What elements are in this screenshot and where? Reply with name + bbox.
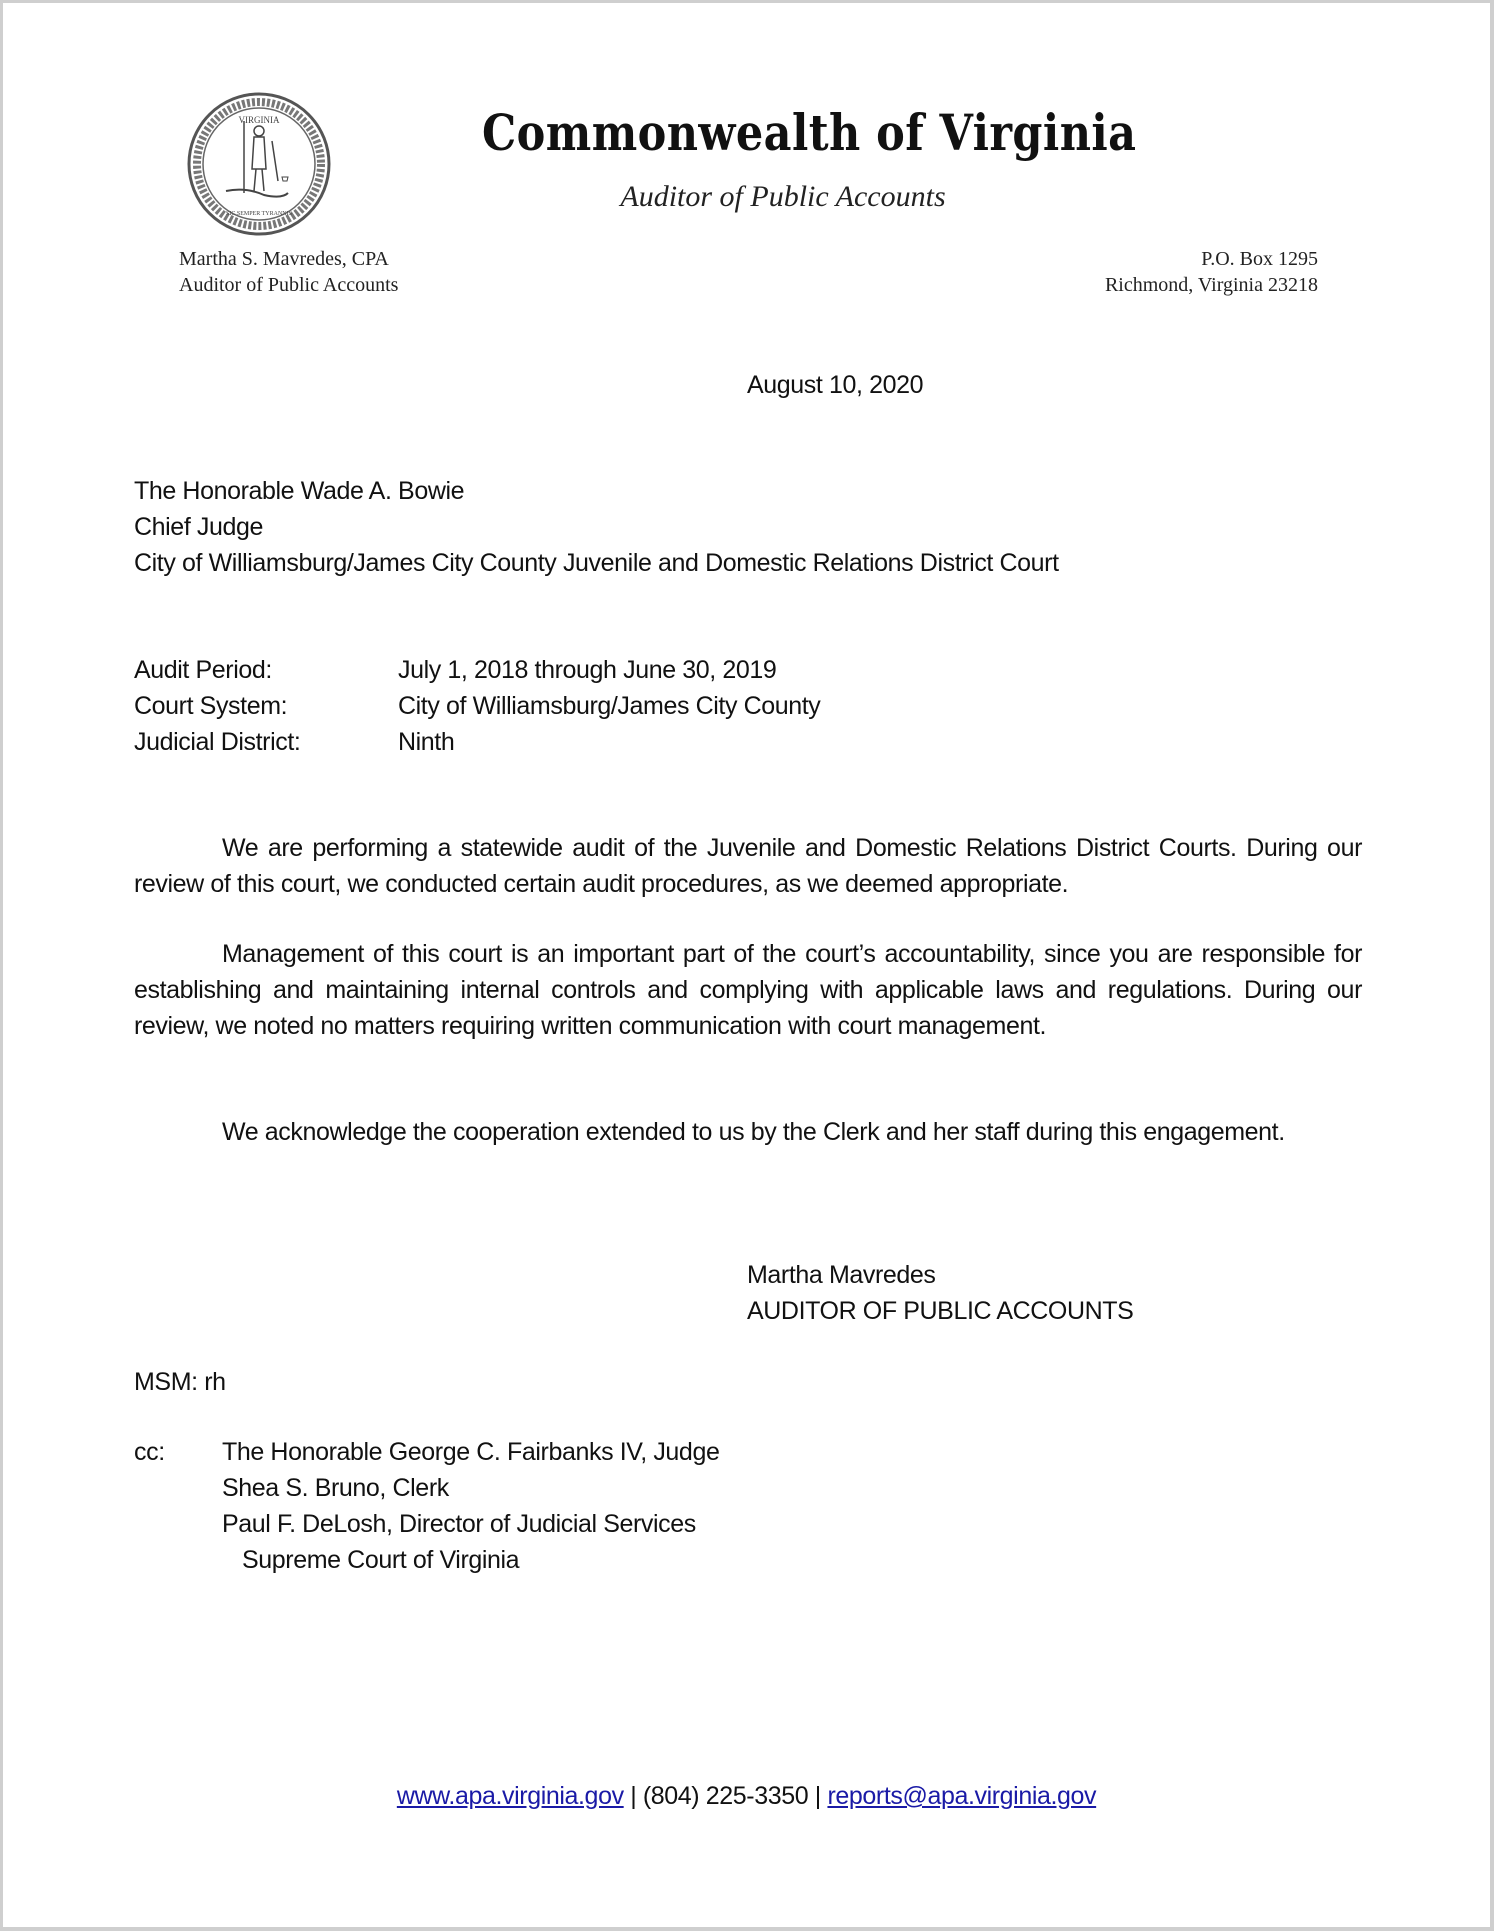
court-system-label: Court System: <box>134 692 288 720</box>
letterhead-title: Commonwealth of Virginia <box>482 103 1137 162</box>
sender-name: Martha S. Mavredes, CPA <box>179 248 389 270</box>
audit-period-row <box>134 652 820 688</box>
footer <box>3 1778 1490 1814</box>
paragraph-text: We acknowledge the cooperation extended to us by the Clerk and her staff during this engagement. <box>222 1118 1285 1146</box>
footer-separator: | <box>630 1782 637 1810</box>
paragraph <box>134 830 1362 902</box>
judicial-district-row <box>134 724 820 760</box>
letter-date: August 10, 2020 <box>747 371 924 399</box>
addressee-name: The Honorable Wade A. Bowie <box>134 477 465 505</box>
paragraph-text: We are performing a statewide audit of the Juvenile and Domestic Relations District Courts. During our review of this court, we conducted certain audit procedures, as we deemed appropriate. <box>134 834 1362 898</box>
judicial-district-value: Ninth <box>398 728 455 756</box>
cc-label: cc: <box>134 1438 165 1466</box>
cc-block <box>134 1434 719 1578</box>
paragraph <box>134 1114 1362 1150</box>
audit-period-value: July 1, 2018 through June 30, 2019 <box>398 656 777 684</box>
audit-period-label: Audit Period: <box>134 656 272 684</box>
reference-initials: MSM: rh <box>134 1368 226 1396</box>
addressee-title: Chief Judge <box>134 513 264 541</box>
signature-block <box>747 1257 1133 1329</box>
cc-recipient: Shea S. Bruno, Clerk <box>222 1474 449 1502</box>
sender-block <box>179 246 398 298</box>
judicial-district-label: Judicial District: <box>134 728 301 756</box>
address-line-2: Richmond, Virginia 23218 <box>1104 274 1318 296</box>
letter-page <box>3 3 1490 1927</box>
addressee-block <box>134 473 1059 581</box>
seal-label: VIRGINIA <box>238 115 280 125</box>
mailing-address <box>1105 246 1318 298</box>
seal-motto: SIC SEMPER TYRANNIS <box>226 211 292 217</box>
court-system-row <box>134 688 820 724</box>
signature-name: Martha Mavredes <box>747 1261 936 1289</box>
addressee-court: City of Williamsburg/James City County Juvenile and Domestic Relations District Court <box>134 549 1059 577</box>
cc-recipient: The Honorable George C. Fairbanks IV, Judge <box>222 1438 720 1466</box>
cc-recipient: Paul F. DeLosh, Director of Judicial Services <box>222 1510 696 1538</box>
letterhead-subtitle: Auditor of Public Accounts <box>620 180 946 213</box>
cc-recipient-sub: Supreme Court of Virginia <box>242 1546 520 1574</box>
address-line-1: P.O. Box 1295 <box>1201 248 1318 270</box>
letterhead <box>433 103 1137 214</box>
court-system-value: City of Williamsburg/James City County <box>398 692 821 720</box>
sender-title: Auditor of Public Accounts <box>179 274 399 296</box>
signature-title: AUDITOR OF PUBLIC ACCOUNTS <box>747 1297 1134 1325</box>
phone-number: (804) 225-3350 <box>642 1782 809 1810</box>
paragraph <box>134 936 1362 1044</box>
footer-separator: | <box>814 1782 821 1810</box>
audit-details <box>134 652 820 760</box>
paragraph-text: Management of this court is an important part of the court’s accountability, since you are responsible for establishing and maintaining internal controls and complying with applicable laws and regulations. During our review, we noted no matters requiring written communication with court management. <box>134 940 1362 1040</box>
email-link[interactable]: reports@apa.virginia.gov <box>827 1782 1097 1810</box>
virginia-seal-icon <box>186 91 332 237</box>
website-link[interactable]: www.apa.virginia.gov <box>396 1782 624 1810</box>
